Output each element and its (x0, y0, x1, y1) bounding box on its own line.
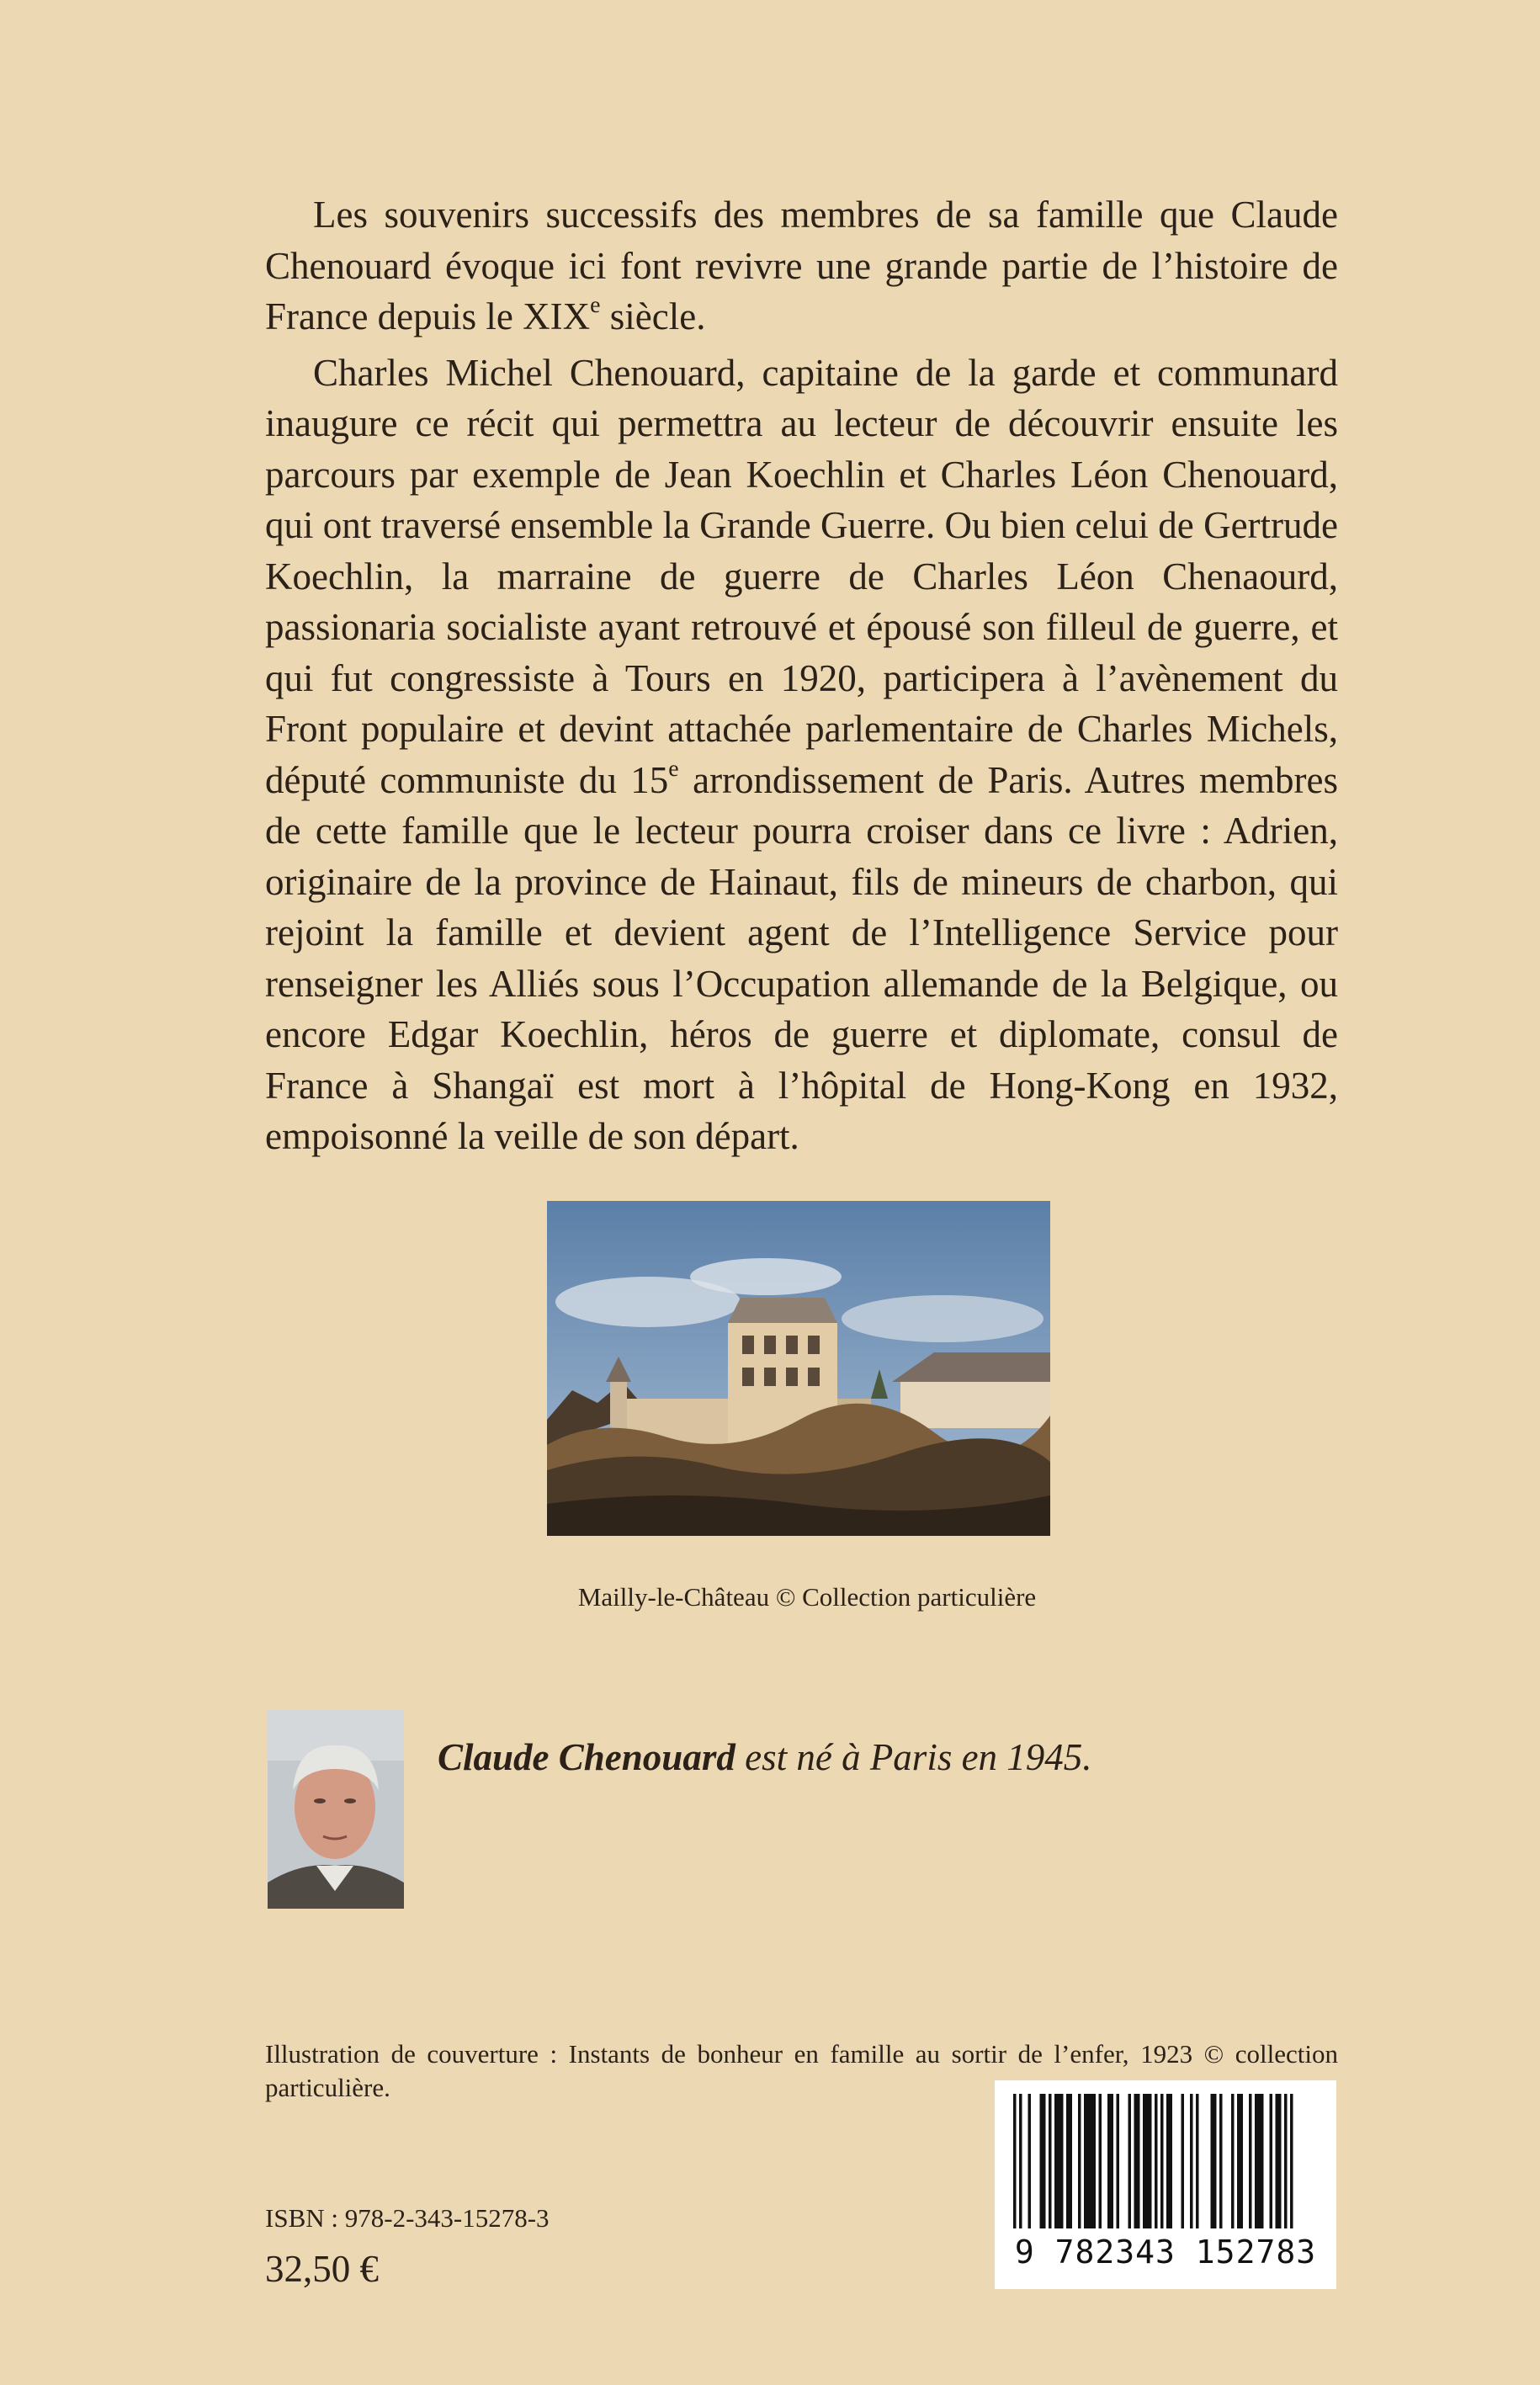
barcode-bar (1290, 2094, 1293, 2228)
barcode-bar (1054, 2094, 1064, 2228)
barcode-bar (1276, 2094, 1282, 2228)
isbn: ISBN : 978-2-343-15278-3 (265, 2203, 550, 2233)
barcode-bar (1270, 2094, 1273, 2228)
barcode-bar (1166, 2094, 1172, 2228)
back-cover-blurb (265, 189, 1338, 1162)
barcode-bar (1028, 2094, 1032, 2228)
barcode-bar (1182, 2094, 1185, 2228)
author-name: Claude Chenouard (438, 1736, 735, 1778)
barcode-bar (1211, 2094, 1217, 2228)
barcode-bar (1066, 2094, 1072, 2228)
chateau-photo (547, 1201, 1050, 1536)
barcode-bar (1117, 2094, 1120, 2228)
barcode-bar (1255, 2094, 1264, 2228)
barcode (995, 2080, 1336, 2289)
barcode-bar (1019, 2094, 1022, 2228)
barcode-bar (1013, 2094, 1017, 2228)
barcode-bar (1196, 2094, 1199, 2228)
barcode-bar (1219, 2094, 1223, 2228)
author-bio: Claude Chenouard est né à Paris en 1945. (438, 1736, 1092, 1778)
barcode-bar (1160, 2094, 1164, 2228)
superscript: e (668, 755, 679, 782)
barcode-bar (1084, 2094, 1096, 2228)
cover-illustration-credit: Illustration de couverture : Instants de bonheur en famille au sortir de l’enfer, 1923 © collection particulière. (265, 2039, 1338, 2102)
barcode-bar (1249, 2094, 1252, 2228)
author-portrait-image (268, 1710, 404, 1909)
barcode-bar (1040, 2094, 1046, 2228)
barcode-bar (1155, 2094, 1158, 2228)
photo-caption: Mailly-le-Château © Collection particulière (577, 1582, 1037, 1612)
barcode-bar (1128, 2094, 1132, 2228)
barcode-bar (1143, 2094, 1152, 2228)
chateau-image (547, 1201, 1050, 1536)
blurb-paragraph-1: Les souvenirs successifs des membres de sa famille que Claude Chenouard évoque ici font revivre une grande partie de l’histoire de France depuis le XIXe siècle. (265, 194, 1338, 337)
barcode-bar (1049, 2094, 1052, 2228)
barcode-bar (1231, 2094, 1235, 2228)
barcode-bar (1190, 2094, 1193, 2228)
blurb-paragraph-2: Charles Michel Chenouard, capitaine de la garde et communard inaugure ce récit qui permettra au lecteur de découvrir ensuite les parcours par exemple de Jean Koechlin et Charles Léon Chenouard, qui ont traversé ensemble la Grande Guerre. Ou bien celui de Gertrude Koechlin, la marraine de guerre de Charles Léon Chenaourd, passionaria socialiste ayant retrouvé et épousé son filleul de guerre, et qui fut congressiste à Tours en 1920, participera à l’avènement du Front populaire et devint attachée parlementaire de Charles Michels, député communiste du 15e arrondissement de Paris. Autres membres de cette famille que le lecteur pourra croiser dans ce livre : Adrien, originaire de la province de Hainaut, fils de mineurs de charbon, qui rejoint la famille et devient agent de l’Intelligence Service pour renseigner les Alliés sous l’Occupation allemande de la Belgique, ou encore Edgar Koechlin, héros de guerre et diplomate, consul de France à Shangaï est mort à l’hôpital de Hong-Kong en 1932, empoisonné la veille de son départ. (265, 351, 1338, 1157)
barcode-digits: 9 782343 152783 (1014, 2234, 1317, 2271)
author-portrait (268, 1710, 404, 1909)
barcode-bar (1099, 2094, 1102, 2228)
barcode-bar (1134, 2094, 1140, 2228)
price: 32,50 € (265, 2248, 379, 2290)
barcode-bar (1284, 2094, 1288, 2228)
barcode-bar (1237, 2094, 1243, 2228)
barcode-bars (1013, 2094, 1318, 2228)
superscript: e (590, 292, 601, 319)
barcode-bar (1078, 2094, 1081, 2228)
barcode-bar (1107, 2094, 1113, 2228)
